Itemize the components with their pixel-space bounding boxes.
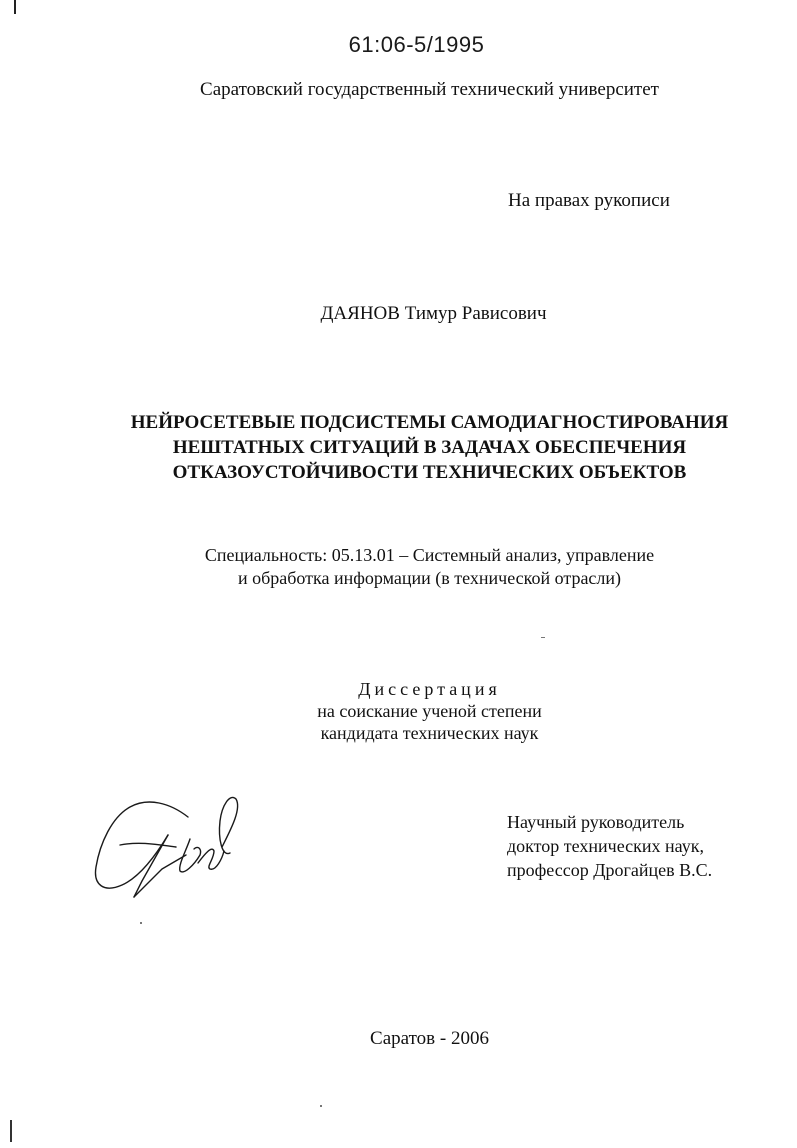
handwritten-signature <box>90 785 250 905</box>
signature-stroke <box>120 843 176 847</box>
specialty <box>0 544 797 590</box>
title-line: НЕЙРОСЕТЕВЫЕ ПОДСИСТЕМЫ САМОДИАГНОСТИРОВАНИЯ <box>130 412 729 433</box>
dissertation-word: Диссертация <box>358 679 501 699</box>
scan-speck <box>140 922 142 924</box>
dissertation-title <box>0 410 797 485</box>
specialty-line: и обработка информации (в технической отрасли) <box>237 568 622 588</box>
supervisor-line: доктор технических наук, <box>507 836 704 856</box>
title-line: НЕШТАТНЫХ СИТУАЦИЙ В ЗАДАЧАХ ОБЕСПЕЧЕНИЯ <box>172 437 687 458</box>
city-year: Саратов - 2006 <box>370 1028 489 1049</box>
signature-stroke <box>180 839 201 872</box>
library-code: 61:06-5/1995 <box>348 32 485 57</box>
degree-line: на соискание ученой степени <box>317 701 542 721</box>
supervisor-line: Научный руководитель <box>507 812 685 832</box>
signature-stroke <box>134 855 186 897</box>
scan-mark-bottom <box>10 1120 12 1142</box>
supervisor-line: профессор Дрогайцев В.С. <box>507 860 713 880</box>
signature-stroke <box>219 797 237 853</box>
degree-block <box>0 678 797 744</box>
degree-line: кандидата технических наук <box>320 723 539 743</box>
scan-mark-top <box>14 0 16 14</box>
signature-stroke <box>198 849 224 869</box>
rights-note: На правах рукописи <box>508 190 670 211</box>
scan-speck <box>541 637 545 638</box>
title-line: ОТКАЗОУСТОЙЧИВОСТИ ТЕХНИЧЕСКИХ ОБЪЕКТОВ <box>172 462 687 483</box>
author-name: ДАЯНОВ Тимур Рависович <box>320 303 547 324</box>
specialty-line: Специальность: 05.13.01 – Системный анализ, управление <box>204 545 655 565</box>
university-name: Саратовский государственный технический университет <box>200 79 659 100</box>
supervisor-block <box>507 810 712 882</box>
signature-stroke <box>96 802 188 888</box>
scan-speck <box>320 1105 322 1107</box>
